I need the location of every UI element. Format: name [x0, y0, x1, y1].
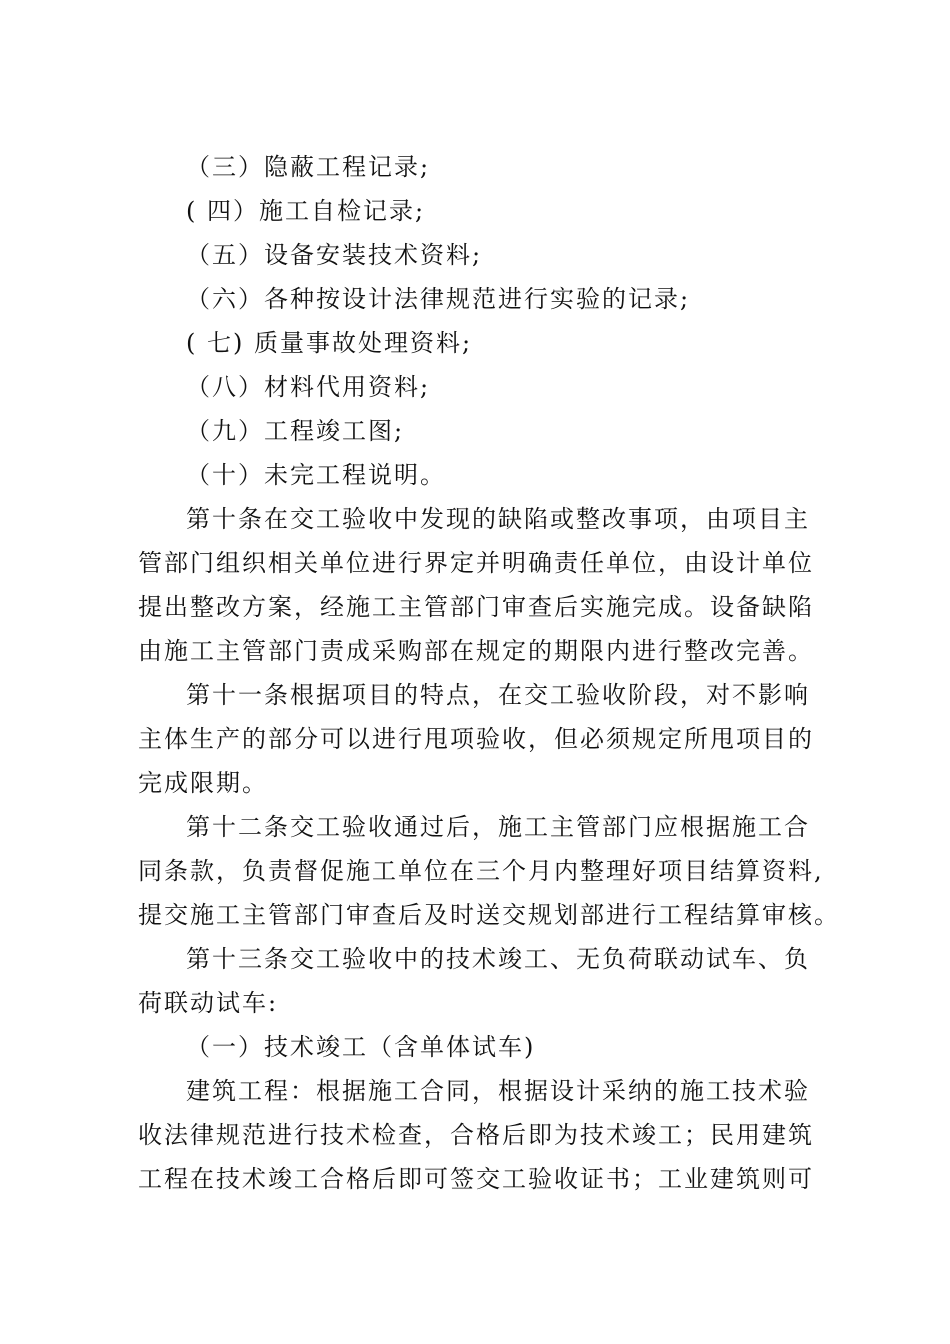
construction-line-1: 建筑工程：根据施工合同，根据设计采纳的施工技术验: [186, 1077, 810, 1105]
list-item-7: ( 七) 质量事故处理资料;: [186, 329, 473, 357]
article-10-line-4: 由施工主管部门责成采购部在规定的期限内进行整改完善。: [138, 637, 814, 665]
article-10-line-2: 管部门组织相关单位进行界定并明确责任单位，由设计单位: [138, 549, 814, 577]
list-item-6: （六）各种按设计法律规范进行实验的记录;: [186, 285, 691, 313]
article-13-line-1: 第十三条交工验收中的技术竣工、无负荷联动试车、负: [186, 945, 810, 973]
list-item-5: （五）设备安装技术资料;: [186, 241, 483, 269]
article-10-line-1: 第十条在交工验收中发现的缺陷或整改事项，由项目主: [186, 505, 810, 533]
article-11-line-1: 第十一条根据项目的特点，在交工验收阶段，对不影响: [186, 681, 810, 709]
article-11-line-3: 完成限期。: [138, 769, 268, 797]
list-item-8: （八）材料代用资料;: [186, 373, 431, 401]
article-12-line-2: 同条款，负责督促施工单位在三个月内整理好项目结算资料,: [138, 857, 824, 885]
article-13-line-2: 荷联动试车:: [138, 989, 279, 1017]
construction-line-3: 工程在技术竣工合格后即可签交工验收证书；工业建筑则可: [138, 1165, 814, 1193]
article-12-line-1: 第十二条交工验收通过后，施工主管部门应根据施工合: [186, 813, 810, 841]
sub-item-technical-completion: （一）技术竣工（含单体试车): [186, 1033, 536, 1061]
list-item-10: （十）未完工程说明。: [186, 461, 446, 489]
list-item-4: ( 四）施工自检记录;: [186, 197, 426, 225]
article-12-line-3: 提交施工主管部门审查后及时送交规划部进行工程结算审核。: [138, 901, 840, 929]
list-item-3: （三）隐蔽工程记录;: [186, 153, 431, 181]
list-item-9: （九）工程竣工图;: [186, 417, 405, 445]
article-10-line-3: 提出整改方案，经施工主管部门审查后实施完成。设备缺陷: [138, 593, 814, 621]
article-11-line-2: 主体生产的部分可以进行甩项验收，但必须规定所甩项目的: [138, 725, 814, 753]
construction-line-2: 收法律规范进行技术检查，合格后即为技术竣工；民用建筑: [138, 1121, 814, 1149]
